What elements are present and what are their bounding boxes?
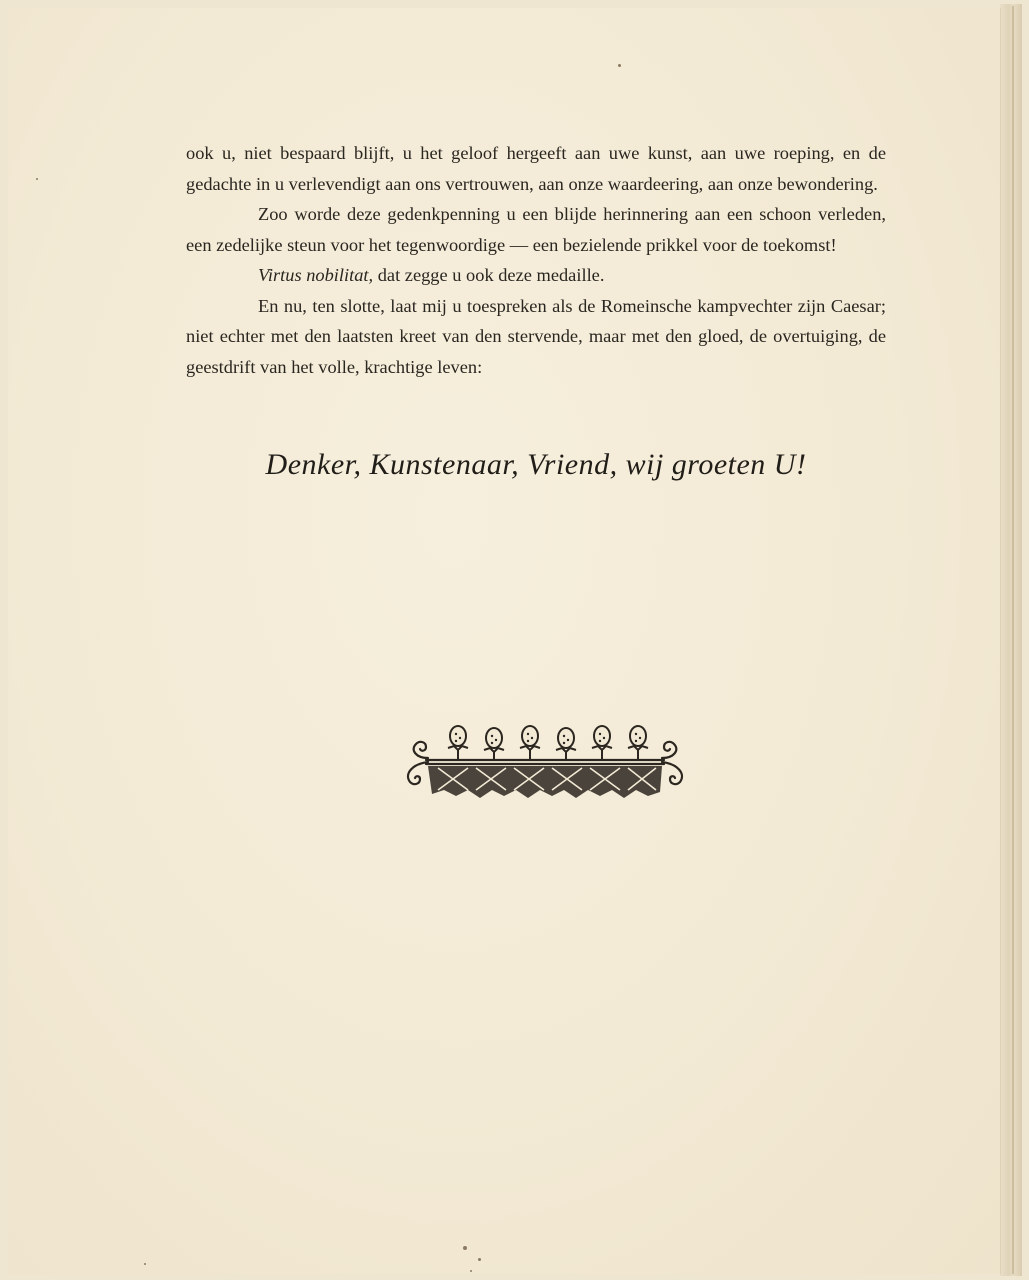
page-edge (1000, 4, 1022, 1276)
closing-salutation: Denker, Kunstenaar, Vriend, wij groeten U! (265, 448, 807, 481)
paper-speck (144, 1263, 146, 1265)
paper-speck (478, 1258, 481, 1261)
strawberry-vine-ornament-icon (398, 722, 692, 802)
paper-speck (36, 178, 38, 180)
paper-speck (470, 1270, 472, 1272)
latin-motto: Virtus nobilitat, (258, 265, 374, 285)
page-edge-line (1012, 6, 1014, 1274)
paragraph-2: Zoo worde deze gedenkpenning u een blijde herinnering aan een schoon verleden, een zedelijke steun voor het tegenwoordige — een bezielende prikkel voor de toekomst! (186, 204, 886, 255)
body-text (186, 138, 886, 382)
paragraph-3 (186, 260, 886, 291)
paragraph-4: En nu, ten slotte, laat mij u toespreken als de Romeinsche kampvechter zijn Caesar; niet echter met den laatsten kreet van den stervende, maar met den gloed, de overtuiging, de geestdrift van het volle, krachtige leven: (186, 295, 886, 377)
paper-speck (463, 1246, 467, 1250)
paragraph-3-text: dat zegge u ook deze medaille. (373, 265, 605, 285)
paragraph-1: ook u, niet bespaard blijft, u het geloof hergeeft aan uwe kunst, aan uwe roeping, en de gedachte in u verlevendigt aan ons vertrouwen, aan onze waardeering, aan onze bewondering. (186, 143, 886, 194)
paper-speck (618, 64, 621, 67)
